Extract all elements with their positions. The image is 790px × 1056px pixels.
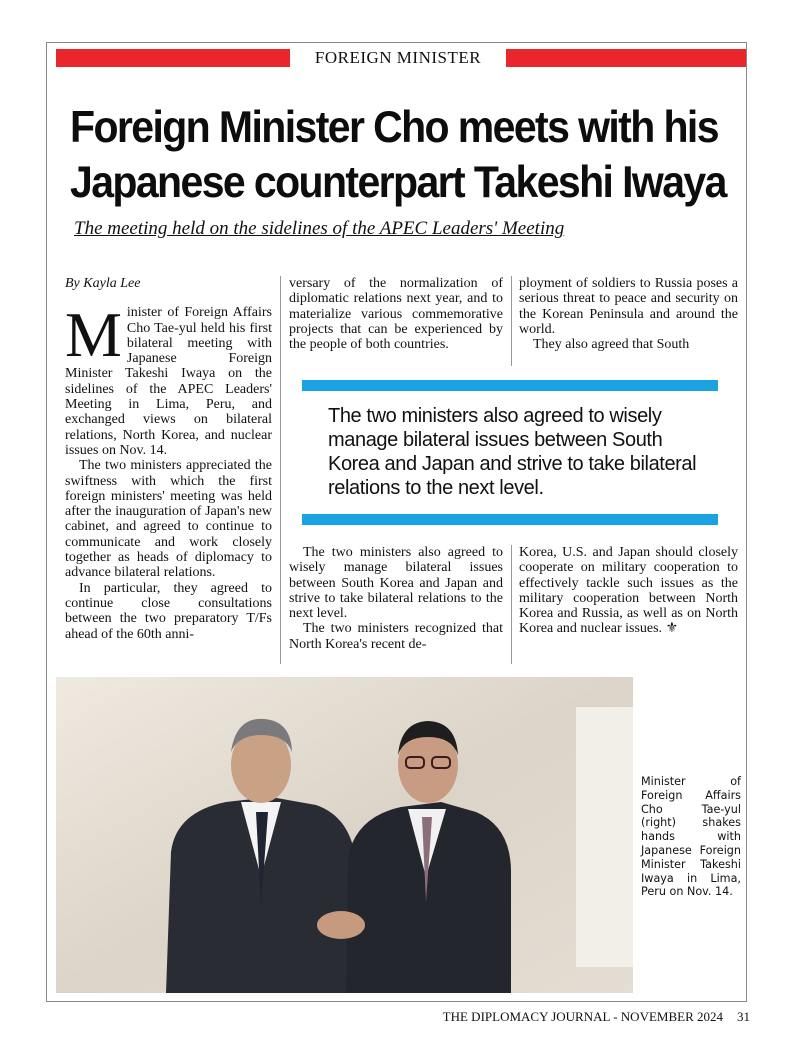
publication-name: THE DIPLOMACY JOURNAL - NOVEMBER 2024 [442,1009,723,1024]
paragraph: ployment of soldiers to Russia poses a serious threat to peace and security on the Korean Peninsula and around the world. [519,276,738,337]
headline-line-2: Japanese counterpart Takeshi Iwaya [70,157,726,207]
section-bar-left [56,49,290,67]
lead-paragraph [65,299,272,458]
paragraph: versary of the normalization of diplomatic relations next year, and to materialize various commemorative projects that can be experienced by the people of both countries. [289,276,503,353]
paragraph: The two ministers also agreed to wisely manage bilateral issues between South Korea and Japan and strive to take bilateral relations to the next level. [289,545,503,622]
section-header [56,49,746,67]
column-divider [511,545,512,664]
section-bar-right [506,49,746,67]
section-label: FOREIGN MINISTER [314,48,482,67]
article-photo [56,677,633,993]
byline: By Kayla Lee [65,276,141,291]
page-number: 31 [737,1009,750,1024]
lead-text: inister of Foreign Affairs Cho Tae-yul held his first bilateral meeting with Japanese Foreign Minister Takeshi Iwaya on the sidelines of the APEC Leaders' Meeting in Lima, Peru, and exchanged views on bilateral relations, North Korea, and nuclear issues on Nov. 14. [65,305,272,458]
paragraph [519,545,738,637]
column-divider [280,276,281,664]
paragraph: They also agreed that South [533,337,690,353]
pull-quote-bar-top [302,380,718,391]
subheadline: The meeting held on the sidelines of the APEC Leaders' Meeting [74,218,565,239]
paragraph: In particular, they agreed to continue close consultations between the two preparatory T/Fs ahead of the 60th anni- [65,580,272,642]
article-column-2-bottom [289,545,503,652]
column-divider [511,276,512,366]
page-footer [420,1009,750,1025]
article-column-3-bottom [519,545,738,637]
article-column-1 [65,276,272,642]
paragraph: The two ministers recognized that North Korea's recent de- [289,621,503,652]
pull-quote-bar-bottom [302,514,718,525]
article-column-2-top [289,276,503,352]
paragraph: The two ministers appreciated the swiftness with which the first foreign ministers' meeting was held after the inauguration of Japan's new cabinet, and agreed to continue to communicate and work closely together as heads of diplomacy to advance bilateral relations. [65,458,272,581]
pull-quote-text: The two ministers also agreed to wisely manage bilateral issues between South Korea and Japan and strive to take bilateral relations to the next level. [328,405,697,499]
photo-caption: Minister of Foreign Affairs Cho Tae-yul (right) shakes hands with Japanese Foreign Minister Takeshi Iwaya in Lima, Peru on Nov. 14. [641,775,741,899]
handshake-photo-illustration [56,677,633,993]
paragraph-text: Korea, U.S. and Japan should closely cooperate on military cooperation to effectively tackle such issues as the military cooperation between North Korea and Russia, as well as on North Korea and nuclear issues. [519,545,738,637]
headline-line-1: Foreign Minister Cho meets with his [70,102,718,152]
headline [70,100,750,210]
end-mark-icon: ⚜ [665,621,679,637]
pull-quote [302,380,718,526]
article-column-3-top [519,276,738,352]
drop-cap: M [65,299,122,371]
